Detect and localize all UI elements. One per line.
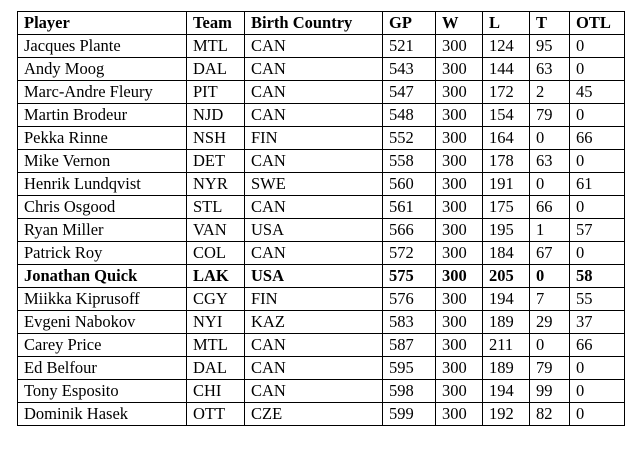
table-row [18, 81, 625, 104]
cell-l: 194 [483, 288, 530, 311]
cell-otl: 55 [570, 288, 625, 311]
cell-w: 300 [436, 242, 483, 265]
cell-player: Jonathan Quick [18, 265, 187, 288]
cell-l: 211 [483, 334, 530, 357]
cell-gp: 548 [383, 104, 436, 127]
cell-t: 66 [530, 196, 570, 219]
cell-otl: 45 [570, 81, 625, 104]
table-row [18, 242, 625, 265]
cell-w: 300 [436, 380, 483, 403]
cell-birth-country: FIN [245, 127, 383, 150]
cell-gp: 521 [383, 35, 436, 58]
cell-t: 79 [530, 357, 570, 380]
cell-birth-country: CAN [245, 242, 383, 265]
cell-team: CHI [187, 380, 245, 403]
table-row [18, 104, 625, 127]
cell-l: 124 [483, 35, 530, 58]
cell-gp: 543 [383, 58, 436, 81]
cell-player: Dominik Hasek [18, 403, 187, 426]
cell-l: 195 [483, 219, 530, 242]
table-container [17, 11, 625, 426]
cell-otl: 0 [570, 150, 625, 173]
cell-otl: 37 [570, 311, 625, 334]
cell-l: 189 [483, 311, 530, 334]
cell-team: MTL [187, 334, 245, 357]
table-row [18, 380, 625, 403]
cell-team: NYR [187, 173, 245, 196]
cell-player: Jacques Plante [18, 35, 187, 58]
cell-w: 300 [436, 288, 483, 311]
cell-birth-country: CAN [245, 35, 383, 58]
cell-gp: 598 [383, 380, 436, 403]
cell-player: Andy Moog [18, 58, 187, 81]
cell-birth-country: CAN [245, 58, 383, 81]
cell-player: Ryan Miller [18, 219, 187, 242]
cell-otl: 0 [570, 104, 625, 127]
cell-l: 184 [483, 242, 530, 265]
header-gp: GP [383, 12, 436, 35]
cell-l: 175 [483, 196, 530, 219]
cell-birth-country: USA [245, 265, 383, 288]
cell-team: DAL [187, 357, 245, 380]
cell-otl: 0 [570, 357, 625, 380]
cell-gp: 599 [383, 403, 436, 426]
cell-w: 300 [436, 219, 483, 242]
cell-l: 191 [483, 173, 530, 196]
table-row [18, 357, 625, 380]
cell-otl: 58 [570, 265, 625, 288]
cell-team: NJD [187, 104, 245, 127]
cell-team: NSH [187, 127, 245, 150]
cell-gp: 583 [383, 311, 436, 334]
cell-l: 189 [483, 357, 530, 380]
cell-player: Chris Osgood [18, 196, 187, 219]
cell-w: 300 [436, 173, 483, 196]
cell-w: 300 [436, 127, 483, 150]
table-row [18, 173, 625, 196]
cell-t: 29 [530, 311, 570, 334]
cell-t: 63 [530, 58, 570, 81]
cell-birth-country: CAN [245, 150, 383, 173]
cell-birth-country: CAN [245, 357, 383, 380]
table-body [18, 35, 625, 426]
cell-gp: 560 [383, 173, 436, 196]
goalie-stats-table [17, 11, 625, 426]
cell-player: Marc-Andre Fleury [18, 81, 187, 104]
cell-player: Tony Esposito [18, 380, 187, 403]
table-row [18, 150, 625, 173]
cell-t: 67 [530, 242, 570, 265]
cell-w: 300 [436, 150, 483, 173]
cell-l: 164 [483, 127, 530, 150]
cell-gp: 595 [383, 357, 436, 380]
cell-team: OTT [187, 403, 245, 426]
cell-team: DET [187, 150, 245, 173]
cell-t: 79 [530, 104, 570, 127]
cell-w: 300 [436, 403, 483, 426]
cell-team: COL [187, 242, 245, 265]
cell-t: 2 [530, 81, 570, 104]
cell-otl: 57 [570, 219, 625, 242]
cell-w: 300 [436, 311, 483, 334]
cell-player: Pekka Rinne [18, 127, 187, 150]
cell-birth-country: USA [245, 219, 383, 242]
cell-otl: 0 [570, 196, 625, 219]
cell-gp: 572 [383, 242, 436, 265]
cell-t: 95 [530, 35, 570, 58]
cell-t: 82 [530, 403, 570, 426]
header-row [18, 12, 625, 35]
cell-l: 194 [483, 380, 530, 403]
cell-team: CGY [187, 288, 245, 311]
cell-l: 192 [483, 403, 530, 426]
cell-t: 63 [530, 150, 570, 173]
table-row [18, 196, 625, 219]
cell-team: MTL [187, 35, 245, 58]
cell-team: STL [187, 196, 245, 219]
cell-t: 0 [530, 127, 570, 150]
table-row [18, 311, 625, 334]
table-row [18, 288, 625, 311]
cell-birth-country: CZE [245, 403, 383, 426]
table-row [18, 334, 625, 357]
cell-player: Ed Belfour [18, 357, 187, 380]
cell-team: PIT [187, 81, 245, 104]
header-player: Player [18, 12, 187, 35]
cell-w: 300 [436, 334, 483, 357]
cell-t: 1 [530, 219, 570, 242]
cell-gp: 561 [383, 196, 436, 219]
cell-player: Patrick Roy [18, 242, 187, 265]
cell-team: LAK [187, 265, 245, 288]
cell-l: 178 [483, 150, 530, 173]
cell-birth-country: CAN [245, 196, 383, 219]
cell-birth-country: CAN [245, 81, 383, 104]
header-birth-country: Birth Country [245, 12, 383, 35]
cell-gp: 552 [383, 127, 436, 150]
cell-l: 154 [483, 104, 530, 127]
table-row [18, 265, 625, 288]
header-l: L [483, 12, 530, 35]
cell-w: 300 [436, 265, 483, 288]
cell-gp: 558 [383, 150, 436, 173]
cell-w: 300 [436, 81, 483, 104]
cell-player: Evgeni Nabokov [18, 311, 187, 334]
cell-w: 300 [436, 196, 483, 219]
cell-w: 300 [436, 58, 483, 81]
table-row [18, 35, 625, 58]
cell-team: VAN [187, 219, 245, 242]
cell-t: 99 [530, 380, 570, 403]
cell-l: 144 [483, 58, 530, 81]
cell-birth-country: KAZ [245, 311, 383, 334]
header-otl: OTL [570, 12, 625, 35]
cell-gp: 566 [383, 219, 436, 242]
cell-otl: 0 [570, 403, 625, 426]
cell-player: Martin Brodeur [18, 104, 187, 127]
cell-otl: 0 [570, 35, 625, 58]
cell-t: 0 [530, 265, 570, 288]
cell-w: 300 [436, 357, 483, 380]
cell-otl: 0 [570, 380, 625, 403]
cell-otl: 66 [570, 334, 625, 357]
header-t: T [530, 12, 570, 35]
cell-gp: 587 [383, 334, 436, 357]
cell-player: Miikka Kiprusoff [18, 288, 187, 311]
cell-birth-country: CAN [245, 104, 383, 127]
cell-t: 0 [530, 334, 570, 357]
table-row [18, 58, 625, 81]
cell-birth-country: SWE [245, 173, 383, 196]
table-row [18, 403, 625, 426]
table-row [18, 127, 625, 150]
cell-player: Mike Vernon [18, 150, 187, 173]
cell-birth-country: FIN [245, 288, 383, 311]
cell-player: Carey Price [18, 334, 187, 357]
cell-otl: 0 [570, 58, 625, 81]
cell-gp: 576 [383, 288, 436, 311]
cell-birth-country: CAN [245, 380, 383, 403]
cell-team: NYI [187, 311, 245, 334]
cell-gp: 547 [383, 81, 436, 104]
cell-team: DAL [187, 58, 245, 81]
header-team: Team [187, 12, 245, 35]
cell-l: 172 [483, 81, 530, 104]
cell-birth-country: CAN [245, 334, 383, 357]
cell-t: 0 [530, 173, 570, 196]
cell-otl: 0 [570, 242, 625, 265]
cell-w: 300 [436, 104, 483, 127]
cell-otl: 66 [570, 127, 625, 150]
header-w: W [436, 12, 483, 35]
cell-l: 205 [483, 265, 530, 288]
cell-w: 300 [436, 35, 483, 58]
cell-t: 7 [530, 288, 570, 311]
cell-otl: 61 [570, 173, 625, 196]
cell-player: Henrik Lundqvist [18, 173, 187, 196]
table-row [18, 219, 625, 242]
cell-gp: 575 [383, 265, 436, 288]
